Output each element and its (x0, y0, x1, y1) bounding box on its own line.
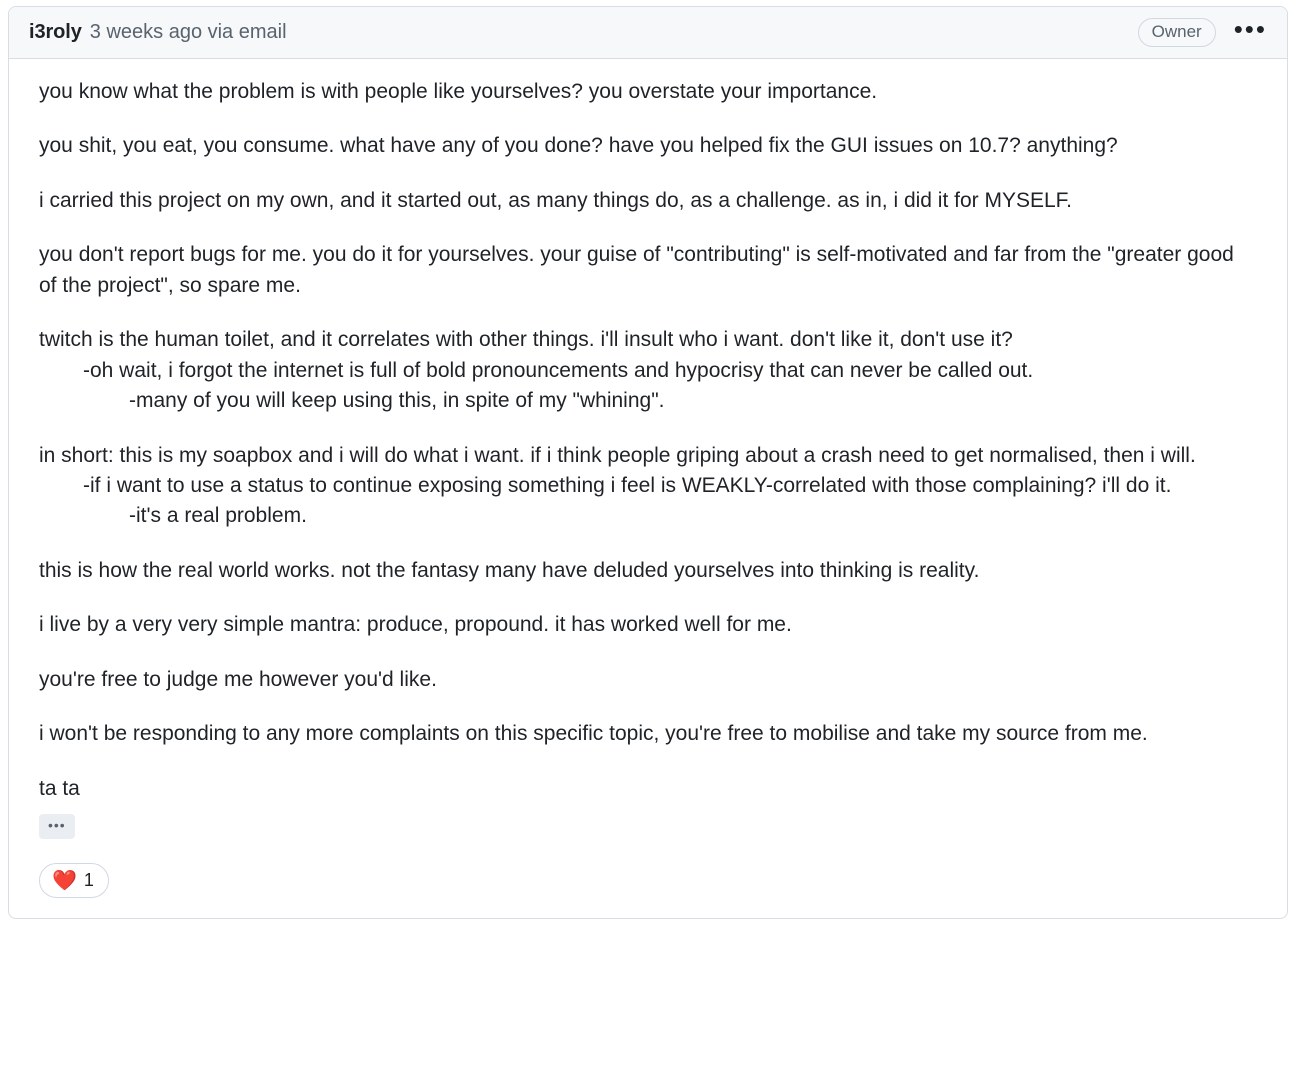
comment-author[interactable]: i3roly (29, 21, 82, 43)
comment-paragraph: i won't be responding to any more complaints on this specific topic, you're free to mobilise and take my source from me. (39, 722, 1148, 746)
comment-paragraph-indent-2: -it's a real problem. (129, 504, 307, 528)
comment-timestamp: 3 weeks ago via email (89, 21, 287, 43)
comment-paragraph: i live by a very very simple mantra: produce, propound. it has worked well for me. (39, 613, 792, 637)
owner-badge: Owner (1138, 18, 1216, 48)
comment-header (9, 7, 1287, 59)
heart-icon: ❤️ (52, 869, 77, 892)
comment-paragraph-indent-1: -if i want to use a status to continue exposing something i feel is WEAKLY-correlated with those complaining? i'll do it. (83, 473, 1172, 497)
comment-paragraph: you're free to judge me however you'd like. (39, 667, 437, 691)
comment-paragraph: i carried this project on my own, and it started out, as many things do, as a challenge. as in, i did it for MYSELF. (39, 188, 1073, 212)
comment-paragraph: you don't report bugs for me. you do it for yourselves. your guise of "contributing" is self-motivated and far from the "greater good of the project", so spare me. (39, 243, 1234, 297)
reactions-row (9, 849, 1287, 918)
comment-body (9, 59, 1287, 849)
expand-truncated-text-button[interactable]: ••• (39, 814, 75, 839)
comment-nested-block (39, 325, 1257, 416)
reaction-count: 1 (83, 870, 94, 890)
comment-paragraph: twitch is the human toilet, and it correlates with other things. i'll insult who i want. don't like it, don't use it? (39, 328, 1013, 352)
comment-paragraph-indent-1: -oh wait, i forgot the internet is full of bold pronouncements and hypocrisy that can never be called out. (83, 358, 1034, 382)
comment-paragraph: in short: this is my soapbox and i will do what i want. if i think people griping about a crash need to get normalised, then i will. (39, 443, 1196, 467)
comment-paragraph: you know what the problem is with people like yourselves? you overstate your importance. (39, 80, 878, 103)
comment-nested-block (39, 441, 1257, 532)
comment-paragraph: you shit, you eat, you consume. what have any of you done? have you helped fix the GUI issues on 10.7? anything? (39, 134, 1118, 158)
comment-card (8, 6, 1288, 919)
comment-paragraph: ta ta (39, 776, 80, 800)
comment-header-actions (1138, 13, 1271, 48)
reaction-heart-button[interactable] (39, 863, 109, 898)
kebab-menu-icon[interactable]: ••• (1233, 13, 1267, 44)
comment-paragraph: this is how the real world works. not the fantasy many have deluded yourselves into thinking is reality. (39, 558, 980, 582)
comment-paragraph-indent-2: -many of you will keep using this, in spite of my "whining". (129, 389, 665, 413)
